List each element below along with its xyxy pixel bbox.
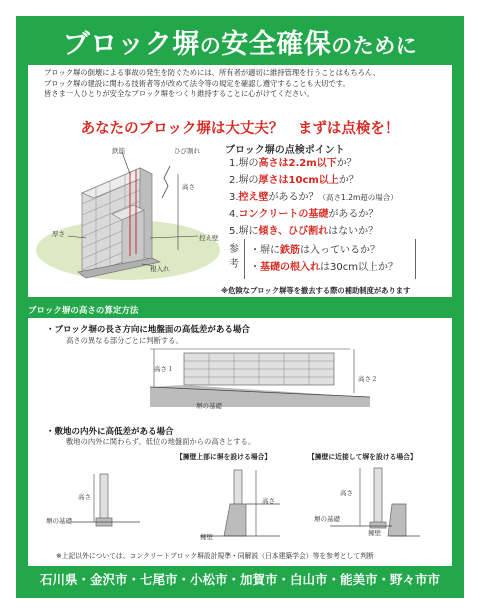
case1-height1-label: 高さ１ <box>154 365 174 373</box>
checkpoint-item: 2.塀の厚さは10cm以上か？ <box>229 175 359 186</box>
foundation-label: 根入れ <box>150 265 170 273</box>
points-title: ブロック塀の点検ポイント <box>225 145 345 156</box>
reference-item: ・塀に鉄筋は入っているか？ <box>250 245 380 256</box>
checkpoint-item: 5.塀に傾き、ひび割れはないか？ <box>229 226 379 237</box>
bracket-b-title: 【擁壁に近接して塀を設ける場合】 <box>308 453 417 461</box>
case2-height-label-c: 高さ <box>340 489 353 497</box>
page-title: ブロック塀の安全確保のために <box>62 29 418 60</box>
case2-height-label-b: 高さ <box>262 497 275 505</box>
case2-retaining-label-c: 擁壁 <box>368 529 381 537</box>
subsidy-note: ※危険なブロック塀等を撤去する際の補助制度があります <box>221 286 411 295</box>
headline: あなたのブロック塀は大丈夫？ まずは点検を！ <box>80 121 400 137</box>
thickness-label: 厚さ <box>52 230 65 238</box>
case1-base-label: 塀の基礎 <box>196 402 222 410</box>
bracket-a-title: 【擁壁上部に塀を設ける場合】 <box>176 453 272 461</box>
checkpoint-item: 4.コンクリートの基礎があるか？ <box>229 209 379 220</box>
reference-item: ・基礎の根入れは30cm以上か？ <box>250 262 398 273</box>
block-wall-illustration <box>30 138 230 283</box>
municipalities-footer: 石川県・金沢市・七尾市・小松市・加賀市・白山市・能美市・野々市市 <box>39 572 440 587</box>
height-label: 高さ <box>182 183 195 191</box>
reference-list <box>250 242 398 276</box>
intro-line: ブロック塀の倒壊による事故の発生を防ぐためには、所有者が適切に維持管理を行うことはもちろん、 <box>44 68 380 77</box>
intro-line: ブロック塀の建設に関わる技術者等が改めて法令等の規定を確認し遵守することも大切です。 <box>44 78 350 88</box>
case1-title: ・ブロック塀の長さ方向に地盤面の高低差がある場合 <box>46 325 250 335</box>
case1-desc: 高さの異なる部分ごとに判断する。 <box>66 336 183 345</box>
case2-base-label-c: 塀の基礎 <box>314 515 340 523</box>
case2-height-label-a: 高さ <box>78 493 91 501</box>
reference-standard-note: ※上記以外については、コンクリートブロック塀設計規準・同解説（日本建築学会）等を参考として判断 <box>56 552 374 560</box>
case2-base-label-a: 塀の基礎 <box>46 517 72 525</box>
section-title: ブロック塀の高さの算定方法 <box>28 306 139 316</box>
case1-diagram <box>150 345 370 410</box>
rebar-label: 鉄筋 <box>112 147 125 155</box>
case1-height2-label: 高さ２ <box>358 375 378 383</box>
checkpoint-item: 1.塀の高さは2.2m以下か？ <box>229 158 357 169</box>
buttress-label: 控え壁 <box>199 234 219 242</box>
case2-diagram-a <box>70 470 140 535</box>
intro-line: 皆さま一人ひとりが安全なブロック塀をつくり維持することに心がけてください。 <box>44 89 314 99</box>
checkpoint-item: 3.控え壁があるか？（高さ1.2m超の場合） <box>229 192 398 203</box>
case2-desc: 敷地の内外に関わらず、低位の地盤面からの高さとする。 <box>66 437 256 446</box>
intro-text <box>44 68 444 100</box>
checkpoint-list <box>229 155 398 240</box>
case2-retaining-label-b: 擁壁 <box>200 533 213 541</box>
reference-mark: 参考 <box>229 244 239 270</box>
case2-title: ・敷地の内外に高低差がある場合 <box>46 427 174 437</box>
crack-label: ひび割れ <box>174 147 200 155</box>
